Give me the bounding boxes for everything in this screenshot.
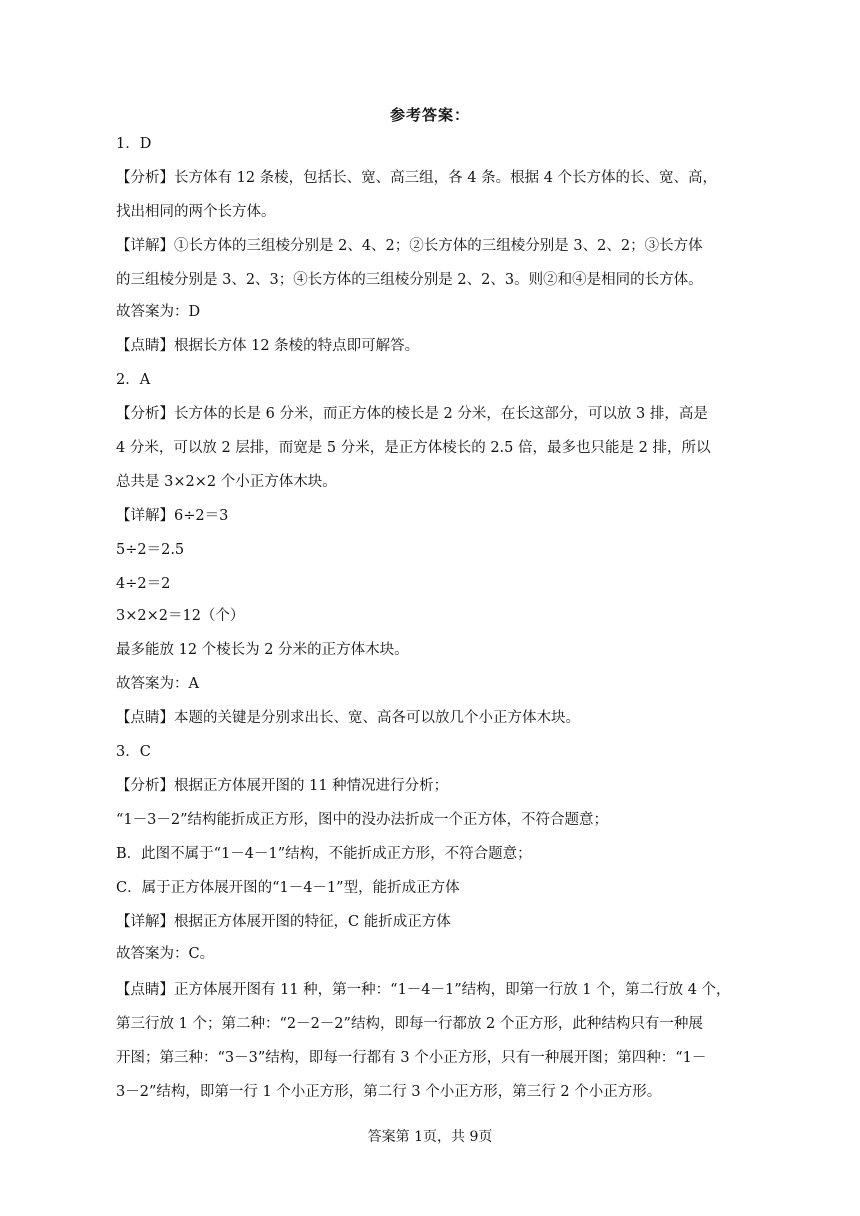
text-line: 最多能放 12 个棱长为 2 分米的正方体木块。	[116, 642, 409, 658]
text-line: 【分析】长方体有 12 条棱，包括长、宽、高三组，各 4 条。根据 4 个长方体的长、宽、高，	[116, 170, 718, 186]
text-line: 第三行放 1 个；第二种：“2－2－2”结构，即每一行都放 2 个正方形，此种结构只有一种展	[116, 1016, 703, 1032]
text-line: 故答案为：C。	[116, 946, 215, 962]
text-line: 【详解】6÷2＝3	[116, 508, 229, 524]
text-line: 3×2×2＝12（个）	[116, 608, 245, 624]
text-line: 【点睛】本题的关键是分别求出长、宽、高各可以放几个小正方体木块。	[116, 710, 580, 726]
text-line: B．此图不属于“1－4－1”结构，不能折成正方形，不符合题意；	[116, 846, 532, 862]
text-line: 5÷2＝2.5	[116, 542, 185, 558]
text-line: 【详解】①长方体的三组棱分别是 2、4、2；②长方体的三组棱分别是 3、2、2；③长方体	[116, 238, 703, 254]
text-line: 总共是 3×2×2 个小正方体木块。	[116, 474, 337, 490]
text-line: “1－3－2”结构能折成正方形，图中的没办法折成一个正方体，不符合题意；	[116, 812, 608, 828]
text-line: 【点睛】正方体展开图有 11 种，第一种：“1－4－1”结构，即第一行放 1 个，第二行放 4 个，	[116, 982, 731, 998]
page-title: 参考答案：	[389, 106, 470, 124]
text-line: 【点睛】根据长方体 12 条棱的特点即可解答。	[116, 338, 420, 354]
text-line: 【分析】根据正方体展开图的 11 种情况进行分析；	[116, 778, 449, 794]
text-line: 4÷2＝2	[116, 576, 171, 592]
text-line: C．属于正方体展开图的“1－4－1”型，能折成正方体	[116, 880, 460, 896]
page-footer: 答案第 1页，共 9页	[367, 1129, 493, 1145]
text-line: 开图；第三种：“3－3”结构，即每一行都有 3 个小正方形，只有一种展开图；第四种：“1－	[116, 1050, 707, 1066]
text-line: 3－2”结构，即第一行 1 个小正方形，第二行 3 个小正方形，第三行 2 个小正方形。	[116, 1084, 662, 1100]
text-line: 的三组棱分别是 3、2、3；④长方体的三组棱分别是 2、2、3。则②和④是相同的长方体。	[116, 272, 703, 288]
text-line: 故答案为：D	[116, 304, 201, 320]
text-line: 【分析】长方体的长是 6 分米，而正方体的棱长是 2 分米，在长这部分，可以放 3 排，高是	[116, 406, 708, 422]
answer-number-2: 2．A	[116, 372, 151, 388]
answer-number-1: 1．D	[116, 136, 152, 152]
text-line: 故答案为：A	[116, 676, 199, 692]
answer-number-3: 3．C	[116, 744, 151, 760]
text-line: 4 分米，可以放 2 层排，而宽是 5 分米，是正方体棱长的 2.5 倍，最多也只能是 2 排，所以	[116, 440, 711, 456]
text-line: 【详解】根据正方体展开图的特征，C 能折成正方体	[116, 914, 451, 930]
text-line: 找出相同的两个长方体。	[116, 204, 276, 220]
